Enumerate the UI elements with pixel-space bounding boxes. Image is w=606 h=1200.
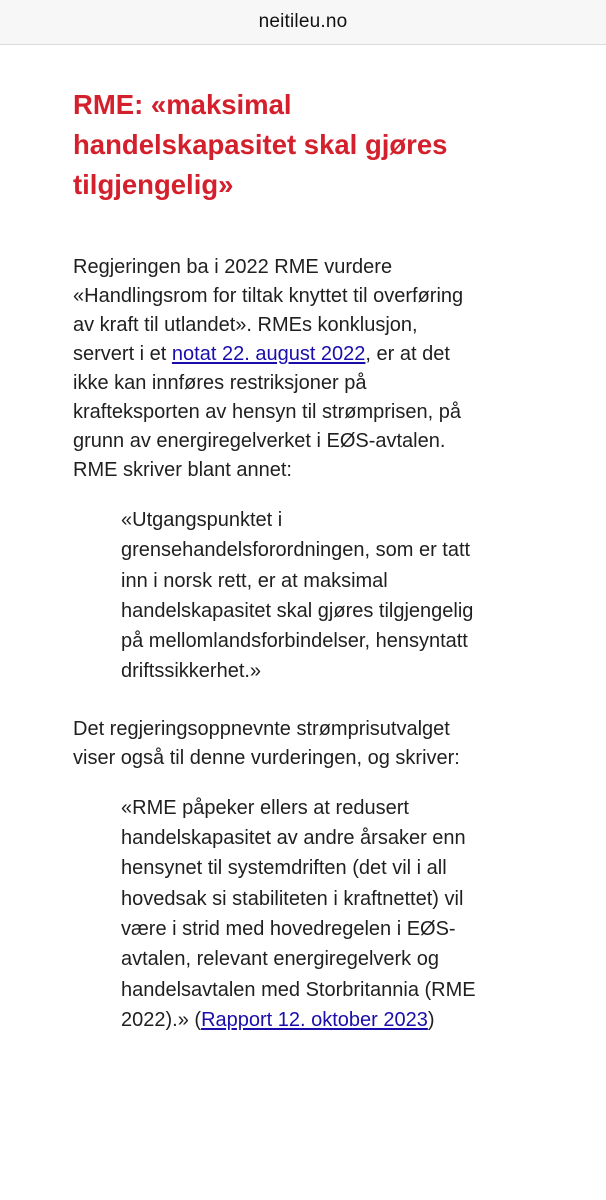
paragraph-intro-text-before: Regjeringen ba i 2022 RME vurdere «Handlingsrom for tiltak knyttet til overføring av kraft til utlandet». RMEs konklusjon, servert i et [73,256,464,365]
article-title: RME: «maksimal handelskapasitet skal gjøres tilgjengelig» [73,89,448,200]
paragraph-intro [73,253,476,485]
browser-address-bar[interactable] [0,0,606,45]
paragraph-intro-text-after: , er at det ikke kan innføres restriksjoner på krafteksporten av hensyn til strømprisen, på grunn av energiregelverket i EØS-avtalen. RME skriver blant annet: [73,343,461,481]
paragraph-stromprisutvalget: Det regjeringsoppnevnte strømprisutvalget viser også til denne vurderingen, og skriver: [73,717,460,769]
quote-grensehandel: «Utgangspunktet i grensehandelsforordningen, som er tatt inn i norsk rett, er at maksimal handelskapasitet skal gjøres tilgjengelig på mellomlandsforbindelser, hensyntatt driftssikkerhet.» [121,509,474,683]
quote-rme-closing: ) [427,1008,435,1031]
article [0,45,606,1035]
notat-link[interactable]: notat 22. august 2022 [171,343,366,365]
quote-rme-text: «RME påpeker ellers at redusert handelskapasitet av andre årsaker enn hensynet til systemdriften (det vil i all hovedsak si stabiliteten i kraftnettet) vil være i strid med hovedregelen i EØS-avtalen, relevant energiregelverk og handelsavtalen med Storbritannia (RME 2022).» ( [121,796,476,1031]
quote-rme [121,793,476,1035]
url-text[interactable]: neitileu.no [258,11,348,32]
rapport-link[interactable]: Rapport 12. oktober 2023 [201,1008,428,1031]
